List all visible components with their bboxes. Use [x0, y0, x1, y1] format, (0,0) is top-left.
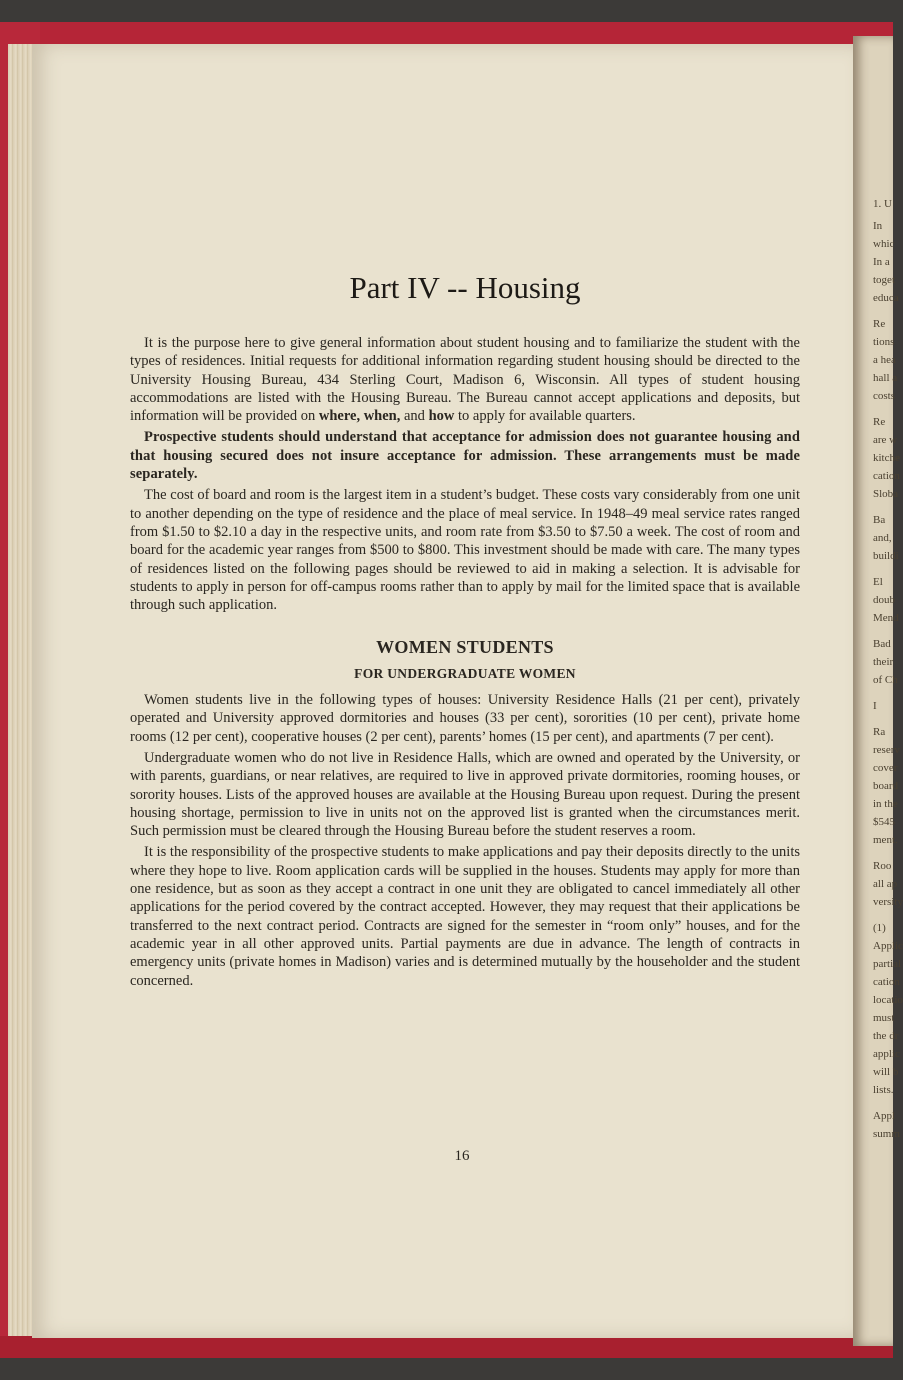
women-paragraph: Undergraduate women who do not live in Residence Halls, which are owned and operated by the University, or with parents, guardians, or near relatives, are required to live in approved private dormitories, rooming houses, or sorority houses. Lists of the approved houses are available at the Housing Bureau upon request. During the present housing shortage, permission to live in units not on the approved list is granted when the circumstances merit. Such permission must be cleared through the Housing Bureau before the student reserves a room.	[130, 749, 800, 840]
admission-notice-paragraph: Prospective students should understand that acceptance for admission does not guarantee housing and that housing secured does not insure acceptance for admission. These arrangements must be made separately.	[130, 429, 800, 483]
facing-fragment: Mend	[873, 612, 899, 624]
page-content	[130, 270, 800, 993]
intro-paragraph	[130, 334, 800, 425]
facing-fragment: buildi	[873, 550, 899, 562]
facing-fragment: summ	[873, 1128, 900, 1140]
facing-fragment: Sloba	[873, 488, 899, 500]
emphasis-where-when: where, when,	[318, 408, 401, 425]
section-heading: WOMEN STUDENTS	[376, 637, 554, 658]
facing-fragment: a hea	[873, 354, 896, 366]
facing-fragment: and,	[873, 532, 892, 544]
facing-fragment: reserv	[873, 744, 900, 756]
facing-fragment: Bad	[873, 638, 891, 650]
facing-fragment: Ba	[873, 514, 886, 526]
women-paragraph: It is the responsibility of the prospective students to make applications and pay their deposits directly to the units where they hope to live. Room application cards will be supplied in the houses. Students may apply for more than one residence, but as soon as they accept a contract in one unit they are obligated to cancel immediately all other applications for the period covered by the contract accepted. However, they may request that their applications be transferred to the next contract period. Contracts are signed for the semester in “room only” houses, and for the academic year in all other approved units. Partial payments are due in advance. The length of contracts in emergency units (private homes in Madison) varies and is determined mutually by the householder and the student concerned.	[130, 844, 800, 989]
facing-fragment: applic	[873, 1048, 900, 1060]
facing-fragment: Appl	[873, 1110, 895, 1122]
intro-text: to apply for available quarters.	[454, 408, 636, 425]
facing-fragment: Applic	[873, 940, 903, 952]
intro-text: and	[400, 408, 429, 425]
facing-fragment: Ra	[873, 726, 886, 738]
facing-fragment: Re	[873, 318, 886, 330]
facing-fragment: toget	[873, 274, 895, 286]
facing-fragment: (1)	[873, 922, 886, 934]
facing-fragment: cation	[873, 976, 900, 988]
facing-fragment: hall a	[873, 372, 898, 384]
facing-fragment: In a	[873, 256, 890, 268]
facing-fragment: cover	[873, 762, 898, 774]
facing-fragment: Roo	[873, 860, 892, 872]
facing-fragment: partial	[873, 958, 902, 970]
facing-fragment: ment.	[873, 834, 898, 846]
section-subheading: FOR UNDERGRADUATE WOMEN	[354, 665, 576, 681]
intro-text: It is the purpose here to give general information about student housing and to familiarize the student with the types of residences. Initial requests for additional information regarding student housing should be directed to the University Housing Bureau, 434 Sterling Court, Madison 6, Wisconsin. All types of student housing accommodations are listed with the Housing Bureau. The Bureau cannot accept applications and deposits, but information will be provided on	[130, 335, 800, 425]
facing-fragment: versity	[873, 896, 903, 908]
facing-fragment: cation	[873, 470, 900, 482]
facing-fragment: El	[873, 576, 883, 588]
facing-fragment: educa	[873, 292, 899, 304]
facing-fragment: whic	[873, 238, 895, 250]
facing-fragment: 1. U	[873, 198, 892, 210]
facing-fragment: lists.	[873, 1084, 894, 1096]
book-cover-bottom-edge	[0, 1336, 893, 1358]
facing-fragment: of Ch	[873, 674, 898, 686]
facing-fragment: the dr	[873, 1030, 899, 1042]
facing-fragment: Re	[873, 416, 886, 428]
facing-fragment: costs	[873, 390, 895, 402]
women-paragraph: Women students live in the following types of houses: University Residence Halls (21 per cent), privately operated and University approved dormitories and houses (33 per cent), sororities (10 per cent), private home rooms (12 per cent), cooperative houses (2 per cent), parents’ homes (15 per cent), and apartments (7 per cent).	[130, 692, 800, 745]
page-number: 16	[454, 1148, 470, 1164]
facing-fragment: locatio	[873, 994, 903, 1006]
facing-fragment: tions	[873, 336, 895, 348]
facing-fragment: board	[873, 780, 899, 792]
emphasis-how: how	[428, 408, 455, 425]
facing-fragment: $545	[873, 816, 895, 828]
facing-fragment: I	[873, 700, 877, 712]
page-title: Part IV -- Housing	[349, 270, 581, 305]
facing-fragment: all ap	[873, 878, 898, 890]
facing-fragment: doub	[873, 594, 895, 606]
cost-paragraph: The cost of board and room is the largest item in a student’s budget. These costs vary considerably from one unit to another depending on the type of residence and the place of meal service. In 1948–49 meal service rates ranged from $1.50 to $2.10 a day in the respective units, and room rate from $3.50 to $7.50 a week. The cost of room and board for the academic year ranges from $500 to $800. This investment should be made with care. The many types of residences listed on the following pages should be reviewed to aid in making a selection. It is advisable for students to apply in person for off-campus rooms rather than to apply by mail for the limited space that is available through such application.	[130, 487, 800, 614]
facing-fragment: must	[873, 1012, 895, 1024]
facing-fragment: will b	[873, 1066, 899, 1078]
facing-fragment: their	[873, 656, 894, 668]
facing-fragment: are w	[873, 434, 898, 446]
facing-fragment: In	[873, 220, 883, 232]
facing-fragment: kitche	[873, 452, 900, 464]
facing-fragment: in the	[873, 798, 898, 810]
